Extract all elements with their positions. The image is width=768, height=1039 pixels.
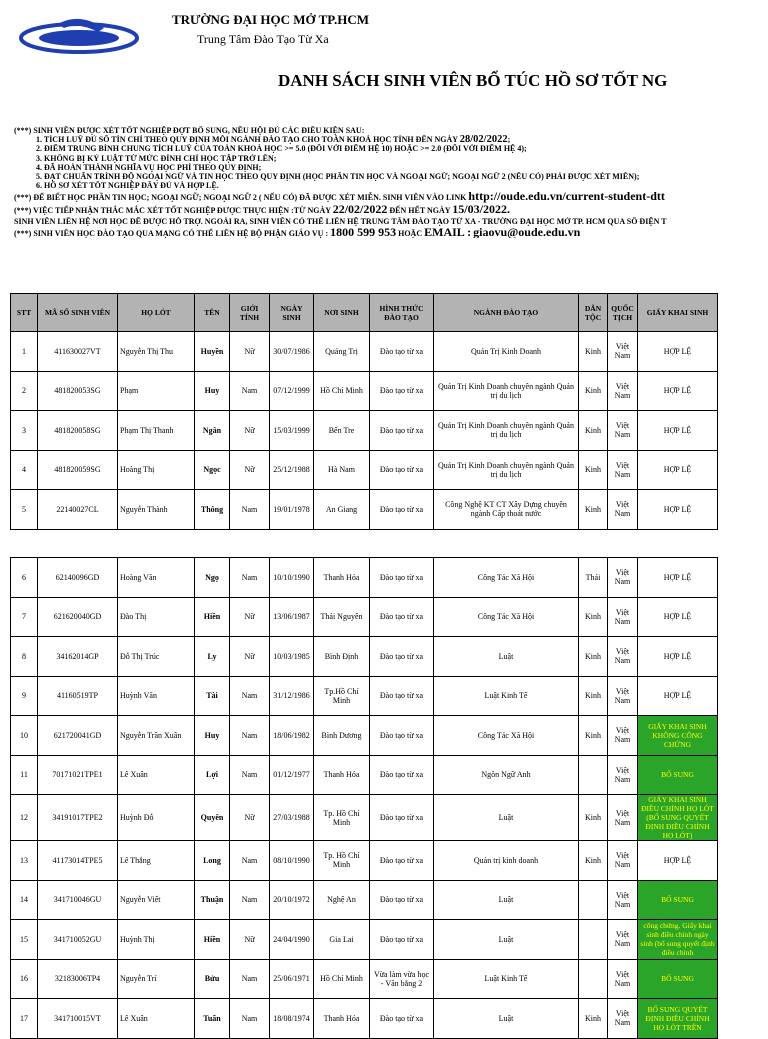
cell-stt: 16 (11, 959, 38, 999)
cell-first-name: Huyền (195, 332, 230, 372)
cell-birth-date: 01/12/1977 (270, 755, 314, 795)
note-condition-3: 3. KHÔNG BỊ KỶ LUẬT TỪ MỨC ĐÌNH CHỈ HỌC TẬP TRỞ LÊN; (36, 153, 277, 163)
cell-stt: 17 (11, 999, 38, 1039)
cell-middle-name: Phạm (118, 371, 195, 411)
table-row (11, 959, 718, 999)
cell-nationality: Việt Nam (608, 597, 638, 637)
cell-birth-certificate: HỢP LỆ (638, 371, 718, 411)
table-row (11, 676, 718, 716)
cell-birthplace: Thanh Hóa (314, 755, 370, 795)
cell-ethnicity: Kinh (579, 371, 608, 411)
cell-birthplace: Thanh Hóa (314, 999, 370, 1039)
table-row (11, 558, 718, 598)
cell-birthplace: Bình Dương (314, 716, 370, 756)
cell-nationality: Việt Nam (608, 450, 638, 490)
cell-training-type: Đào tạo từ xa (370, 716, 434, 756)
cell-stt: 10 (11, 716, 38, 756)
cell-stt: 11 (11, 755, 38, 795)
table-header-row (11, 294, 718, 332)
center-name: Trung Tâm Đào Tạo Từ Xa (197, 32, 329, 46)
cell-first-name: Quyên (195, 795, 230, 841)
cell-nationality: Việt Nam (608, 558, 638, 598)
cell-training-type: Đào tạo từ xa (370, 558, 434, 598)
cell-nationality: Việt Nam (608, 795, 638, 841)
note-link: (***) ĐỂ BIẾT HỌC PHẦN TIN HỌC; NGOẠI NGỮ; NGOẠI NGỮ 2 ( NẾU CÓ) ĐÃ ĐƯỢC XÉT MIỄN. SINH VIÊN VÀO LINK http://oude.edu.vn/current-student-dtt (14, 192, 768, 202)
cell-training-type: Đào tạo từ xa (370, 332, 434, 372)
cell-middle-name: Lê Thắng (118, 841, 195, 881)
cell-gender: Nữ (230, 637, 270, 677)
cell-birth-certificate: BỔ SUNG (638, 880, 718, 920)
cell-birthplace: Hồ Chí Minh (314, 959, 370, 999)
cell-birth-certificate: HỢP LỆ (638, 332, 718, 372)
cell-middle-name: Nguyễn Trí (118, 959, 195, 999)
note-receive: (***) VIỆC TIẾP NHẬN THẮC MẮC XÉT TỐT NGHIỆP ĐƯỢC THỰC HIỆN :TỪ NGÀY 22/02/2022 ĐẾN HẾT NGÀY 15/03/2022. (14, 204, 510, 215)
cell-gender: Nữ (230, 332, 270, 372)
cell-student-id: 411630027VT (38, 332, 118, 372)
cell-birth-date: 20/10/1972 (270, 880, 314, 920)
note-intro: (***) SINH VIÊN ĐƯỢC XÉT TỐT NGHIỆP ĐỢT BỔ SUNG, NẾU HỘI ĐỦ CÁC ĐIỀU KIỆN SAU: (14, 126, 365, 135)
cell-birth-date: 15/03/1999 (270, 411, 314, 451)
cell-student-id: 341710046GU (38, 880, 118, 920)
cell-birth-date: 30/07/1986 (270, 332, 314, 372)
cell-ethnicity (579, 755, 608, 795)
cell-birth-certificate: HỢP LỆ (638, 597, 718, 637)
note-online: (***) SINH VIÊN HỌC ĐÀO TẠO QUA MẠNG CÓ THỂ LIÊN HỆ BỘ PHẬN GIÁO VỤ : 1800 599 953 HOẶC EMAIL : giaovu@oude.edu.vn (14, 228, 768, 238)
cell-nationality: Việt Nam (608, 676, 638, 716)
cell-middle-name: Huỳnh Thị (118, 920, 195, 960)
table-row (11, 755, 718, 795)
cell-gender: Nam (230, 841, 270, 881)
cell-birth-certificate: HỢP LỆ (638, 490, 718, 530)
cell-student-id: 32183006TP4 (38, 959, 118, 999)
header-birth-certificate: GIẤY KHAI SINH (638, 294, 718, 332)
cell-major: Luật (434, 637, 579, 677)
note-contact: SINH VIÊN LIÊN HỆ NƠI HỌC ĐỂ ĐƯỢC HỖ TRỢ. NGOÀI RA, SINH VIÊN CÓ THỂ LIÊN HỆ TRUNG TÂM ĐÀO TẠO TỪ XA - TRƯỜNG ĐẠI HỌC MỞ TP. HCM QUA SỐ ĐIỆN T (14, 216, 667, 226)
cell-major: Công Tác Xã Hội (434, 716, 579, 756)
cell-nationality: Việt Nam (608, 371, 638, 411)
cell-stt: 2 (11, 371, 38, 411)
cell-birth-date: 07/12/1999 (270, 371, 314, 411)
university-logo (18, 14, 140, 58)
cell-major: Công Nghệ KT CT Xây Dựng chuyên ngành Cấp thoát nước (434, 490, 579, 530)
table-row (11, 999, 718, 1039)
cell-major: Ngôn Ngữ Anh (434, 755, 579, 795)
cell-stt: 14 (11, 880, 38, 920)
cell-middle-name: Đỗ Thị Trúc (118, 637, 195, 677)
cell-training-type: Đào tạo từ xa (370, 920, 434, 960)
cell-stt: 5 (11, 490, 38, 530)
cell-first-name: Thông (195, 490, 230, 530)
cell-first-name: Huy (195, 716, 230, 756)
cell-birthplace: Tp. Hồ Chí Minh (314, 841, 370, 881)
cell-gender: Nữ (230, 597, 270, 637)
cell-nationality: Việt Nam (608, 999, 638, 1039)
cell-ethnicity (579, 920, 608, 960)
cell-gender: Nam (230, 716, 270, 756)
cell-nationality: Việt Nam (608, 332, 638, 372)
cell-stt: 4 (11, 450, 38, 490)
cell-gender: Nữ (230, 920, 270, 960)
cell-stt: 6 (11, 558, 38, 598)
note-condition-2: 2. ĐIỂM TRUNG BÌNH CHUNG TÍCH LUỸ CỦA TOÀN KHOÁ HỌC >= 5.0 (ĐỐI VỚI ĐIỂM HỆ 10) HOẶC >= 2.0 (ĐỐI VỚI ĐIỂM HỆ 4); (36, 144, 527, 154)
cell-ethnicity: Kinh (579, 490, 608, 530)
cell-gender: Nam (230, 959, 270, 999)
cell-birthplace: Bình Định (314, 637, 370, 677)
cell-student-id: 41173014TPE5 (38, 841, 118, 881)
cell-middle-name: Huỳnh Đỗ (118, 795, 195, 841)
cell-birth-certificate: HỢP LỆ (638, 558, 718, 598)
cell-birthplace: Thanh Hóa (314, 558, 370, 598)
cell-student-id: 70171021TPE1 (38, 755, 118, 795)
cell-ethnicity: Kinh (579, 716, 608, 756)
table-row (11, 841, 718, 881)
cell-training-type: Đào tạo từ xa (370, 841, 434, 881)
cell-student-id: 481820059SG (38, 450, 118, 490)
cell-ethnicity: Kinh (579, 676, 608, 716)
cell-gender: Nam (230, 371, 270, 411)
cell-major: Luật (434, 880, 579, 920)
cell-ethnicity: Kinh (579, 332, 608, 372)
cell-birthplace: Gia Lai (314, 920, 370, 960)
cell-stt: 9 (11, 676, 38, 716)
table-row (11, 637, 718, 677)
cell-birth-certificate: công chứng. Giấy khai sinh điều chỉnh ngày sinh (bổ sung quyết định điều chỉnh (638, 920, 718, 960)
cell-training-type: Đào tạo từ xa (370, 411, 434, 451)
cell-major: Quản trị kinh doanh (434, 841, 579, 881)
cell-gender: Nam (230, 558, 270, 598)
cell-first-name: Hiền (195, 597, 230, 637)
student-table-page-2 (10, 557, 718, 1039)
cell-birth-date: 18/06/1982 (270, 716, 314, 756)
cell-training-type: Vừa làm vừa học - Văn bằng 2 (370, 959, 434, 999)
cell-training-type: Đào tạo từ xa (370, 490, 434, 530)
cell-gender: Nam (230, 999, 270, 1039)
cell-ethnicity: Kinh (579, 841, 608, 881)
cell-major: Quản Trị Kinh Doanh chuyên ngành Quản trị du lịch (434, 450, 579, 490)
header-birthplace: NƠI SINH (314, 294, 370, 332)
cell-major: Luật (434, 920, 579, 960)
cell-stt: 13 (11, 841, 38, 881)
table-row (11, 880, 718, 920)
cell-student-id: 481820058SG (38, 411, 118, 451)
cell-gender: Nam (230, 490, 270, 530)
cell-stt: 15 (11, 920, 38, 960)
cell-first-name: Bửu (195, 959, 230, 999)
cell-birth-date: 19/01/1978 (270, 490, 314, 530)
cell-training-type: Đào tạo từ xa (370, 755, 434, 795)
header-student-id: MÃ SỐ SINH VIÊN (38, 294, 118, 332)
cell-nationality: Việt Nam (608, 490, 638, 530)
cell-student-id: 621720041GD (38, 716, 118, 756)
cell-birthplace: Hồ Chí Minh (314, 371, 370, 411)
cell-middle-name: Phạm Thị Thanh (118, 411, 195, 451)
cell-birthplace: Hà Nam (314, 450, 370, 490)
cell-training-type: Đào tạo từ xa (370, 880, 434, 920)
cell-first-name: Thuận (195, 880, 230, 920)
note-condition-1: 1. TÍCH LUỸ ĐỦ SỐ TÍN CHỈ THEO QUY ĐỊNH MỖI NGÀNH ĐÀO TẠO CHO TOÀN KHOÁ HỌC TÍNH ĐẾN NGÀY 28/02/2022; (36, 135, 511, 145)
header-major: NGÀNH ĐÀO TẠO (434, 294, 579, 332)
cell-major: Công Tác Xã Hội (434, 558, 579, 598)
cell-birthplace: Tp. Hồ Chí Minh (314, 795, 370, 841)
student-link[interactable]: http://oude.edu.vn/current-student-dtt (468, 192, 665, 203)
cell-first-name: Huy (195, 371, 230, 411)
header-training-type: HÌNH THỨC ĐÀO TẠO (370, 294, 434, 332)
cell-student-id: 481820053SG (38, 371, 118, 411)
cell-major: Luật Kinh Tế (434, 676, 579, 716)
cell-gender: Nữ (230, 450, 270, 490)
cell-birth-certificate: HỢP LỆ (638, 676, 718, 716)
cell-ethnicity: Kinh (579, 597, 608, 637)
cell-first-name: Ngọc (195, 450, 230, 490)
cell-birth-date: 13/06/1987 (270, 597, 314, 637)
cell-stt: 8 (11, 637, 38, 677)
cell-ethnicity (579, 880, 608, 920)
cell-student-id: 34191017TPE2 (38, 795, 118, 841)
cell-birth-date: 25/12/1988 (270, 450, 314, 490)
table-row (11, 795, 718, 841)
cell-gender: Nam (230, 676, 270, 716)
cell-major: Quản Trị Kinh Doanh chuyên ngành Quản trị du lịch (434, 371, 579, 411)
cell-middle-name: Nguyễn Viết (118, 880, 195, 920)
table-row (11, 332, 718, 372)
cell-birth-certificate: BỔ SUNG (638, 959, 718, 999)
cell-major: Luật Kinh Tế (434, 959, 579, 999)
cell-middle-name: Huỳnh Văn (118, 676, 195, 716)
cell-birthplace: An Giang (314, 490, 370, 530)
table-row (11, 371, 718, 411)
header-middle-name: HỌ LÓT (118, 294, 195, 332)
cell-nationality: Việt Nam (608, 959, 638, 999)
cell-major: Quản Trị Kinh Doanh (434, 332, 579, 372)
cell-nationality: Việt Nam (608, 637, 638, 677)
cell-first-name: Ngân (195, 411, 230, 451)
cell-birthplace: Quảng Trị (314, 332, 370, 372)
cell-stt: 7 (11, 597, 38, 637)
cell-nationality: Việt Nam (608, 880, 638, 920)
cell-major: Luật (434, 999, 579, 1039)
header-ethnicity: DÂN TỘC (579, 294, 608, 332)
cell-major: Luật (434, 795, 579, 841)
email-link[interactable]: giaovu@oude.edu.vn (473, 228, 581, 239)
cell-first-name: Long (195, 841, 230, 881)
cell-gender: Nữ (230, 411, 270, 451)
cell-student-id: 341710015VT (38, 999, 118, 1039)
cell-gender: Nữ (230, 795, 270, 841)
cell-student-id: 22140027CL (38, 490, 118, 530)
cell-birth-date: 27/03/1988 (270, 795, 314, 841)
cell-first-name: Tài (195, 676, 230, 716)
cell-birth-certificate: HỢP LỆ (638, 841, 718, 881)
cell-middle-name: Hoàng Văn (118, 558, 195, 598)
note-condition-5: 5. ĐẠT CHUẨN TRÌNH ĐỘ NGOẠI NGỮ VÀ TIN HỌC THEO QUY ĐỊNH (HỌC PHẦN TIN HỌC VÀ NGOẠI NGỮ; NGOẠI NGỮ 2 (NẾU CÓ) PHẢI ĐƯỢC XÉT MIỄN); (36, 172, 640, 182)
cell-student-id: 41160519TP (38, 676, 118, 716)
cell-birth-certificate: BỔ SUNG (638, 755, 718, 795)
cell-gender: Nam (230, 755, 270, 795)
cell-training-type: Đào tạo từ xa (370, 999, 434, 1039)
cell-birth-date: 31/12/1986 (270, 676, 314, 716)
school-name: TRƯỜNG ĐẠI HỌC MỞ TP.HCM (172, 12, 370, 27)
cell-stt: 1 (11, 332, 38, 372)
cell-nationality: Việt Nam (608, 920, 638, 960)
table-row (11, 450, 718, 490)
cell-training-type: Đào tạo từ xa (370, 597, 434, 637)
cell-middle-name: Hoàng Thị (118, 450, 195, 490)
cell-birth-certificate: HỢP LỆ (638, 637, 718, 677)
cell-first-name: Tuấn (195, 999, 230, 1039)
cell-nationality: Việt Nam (608, 755, 638, 795)
table-row (11, 411, 718, 451)
cell-first-name: Ngọ (195, 558, 230, 598)
cell-birth-certificate: HỢP LỆ (638, 411, 718, 451)
cell-first-name: Lợi (195, 755, 230, 795)
cell-major: Công Tác Xã Hội (434, 597, 579, 637)
cell-birthplace: Tp.Hồ Chí Minh (314, 676, 370, 716)
cell-nationality: Việt Nam (608, 716, 638, 756)
cell-student-id: 341710052GU (38, 920, 118, 960)
table-row (11, 597, 718, 637)
cell-ethnicity: Thái (579, 558, 608, 598)
cell-birthplace: Thái Nguyên (314, 597, 370, 637)
cell-birth-date: 25/06/1971 (270, 959, 314, 999)
cell-birth-date: 10/03/1985 (270, 637, 314, 677)
cell-birth-certificate: GIẤY KHAI SINH KHÔNG CÔNG CHỨNG (638, 716, 718, 756)
cell-middle-name: Nguyễn Thị Thu (118, 332, 195, 372)
student-table-page-1 (10, 293, 718, 530)
cell-stt: 3 (11, 411, 38, 451)
header-gender: GIỚI TÍNH (230, 294, 270, 332)
cell-middle-name: Lê Xuân (118, 999, 195, 1039)
table-row (11, 490, 718, 530)
cell-birthplace: Nghệ An (314, 880, 370, 920)
note-condition-6: 6. HỒ SƠ XÉT TỐT NGHIỆP ĐẦY ĐỦ VÀ HỢP LỆ. (36, 181, 219, 191)
cell-birth-date: 24/04/1990 (270, 920, 314, 960)
cell-birth-certificate: GIẤY KHAI SINH ĐIỀU CHỈNH HỌ LÓT (BỔ SUNG QUYẾT ĐỊNH ĐIỀU CHỈNH HỌ LÓT) (638, 795, 718, 841)
cell-student-id: 621620040GD (38, 597, 118, 637)
cell-birth-certificate: HỢP LỆ (638, 450, 718, 490)
notes-section (14, 126, 768, 238)
cell-middle-name: Nguyễn Trần Xuân (118, 716, 195, 756)
cell-ethnicity (579, 959, 608, 999)
cell-training-type: Đào tạo từ xa (370, 637, 434, 677)
cell-birth-date: 08/10/1990 (270, 841, 314, 881)
cell-birth-date: 10/10/1990 (270, 558, 314, 598)
table-row (11, 920, 718, 960)
cell-middle-name: Đào Thị (118, 597, 195, 637)
cell-ethnicity: Kinh (579, 411, 608, 451)
header-birth-date: NGÀY SINH (270, 294, 314, 332)
cell-ethnicity: Kinh (579, 999, 608, 1039)
cell-training-type: Đào tạo từ xa (370, 450, 434, 490)
cell-gender: Nam (230, 880, 270, 920)
cell-birthplace: Bến Tre (314, 411, 370, 451)
cell-ethnicity: Kinh (579, 450, 608, 490)
cell-major: Quản Trị Kinh Doanh chuyên ngành Quản trị du lịch (434, 411, 579, 451)
cell-ethnicity: Kinh (579, 637, 608, 677)
cell-training-type: Đào tạo từ xa (370, 676, 434, 716)
cell-birth-certificate: BỔ SUNG QUYẾT ĐỊNH ĐIỀU CHỈNH HỌ LÓT TRÊN (638, 999, 718, 1039)
cell-training-type: Đào tạo từ xa (370, 371, 434, 411)
cell-nationality: Việt Nam (608, 411, 638, 451)
table-row (11, 716, 718, 756)
cell-student-id: 34162014GP (38, 637, 118, 677)
cell-training-type: Đào tạo từ xa (370, 795, 434, 841)
cell-first-name: Ly (195, 637, 230, 677)
header-first-name: TÊN (195, 294, 230, 332)
cell-student-id: 62140096GD (38, 558, 118, 598)
note-condition-4: 4. ĐÃ HOÀN THÀNH NGHĨA VỤ HỌC PHÍ THEO QUY ĐỊNH; (36, 162, 262, 172)
cell-middle-name: Lê Xuân (118, 755, 195, 795)
cell-ethnicity: Kinh (579, 795, 608, 841)
cell-middle-name: Nguyễn Thành (118, 490, 195, 530)
header-stt: STT (11, 294, 38, 332)
header-nationality: QUỐC TỊCH (608, 294, 638, 332)
cell-birth-date: 18/08/1974 (270, 999, 314, 1039)
cell-nationality: Việt Nam (608, 841, 638, 881)
cell-first-name: Hiền (195, 920, 230, 960)
page-title: DANH SÁCH SINH VIÊN BỔ TÚC HỒ SƠ TỐT NG (278, 71, 668, 90)
cell-stt: 12 (11, 795, 38, 841)
